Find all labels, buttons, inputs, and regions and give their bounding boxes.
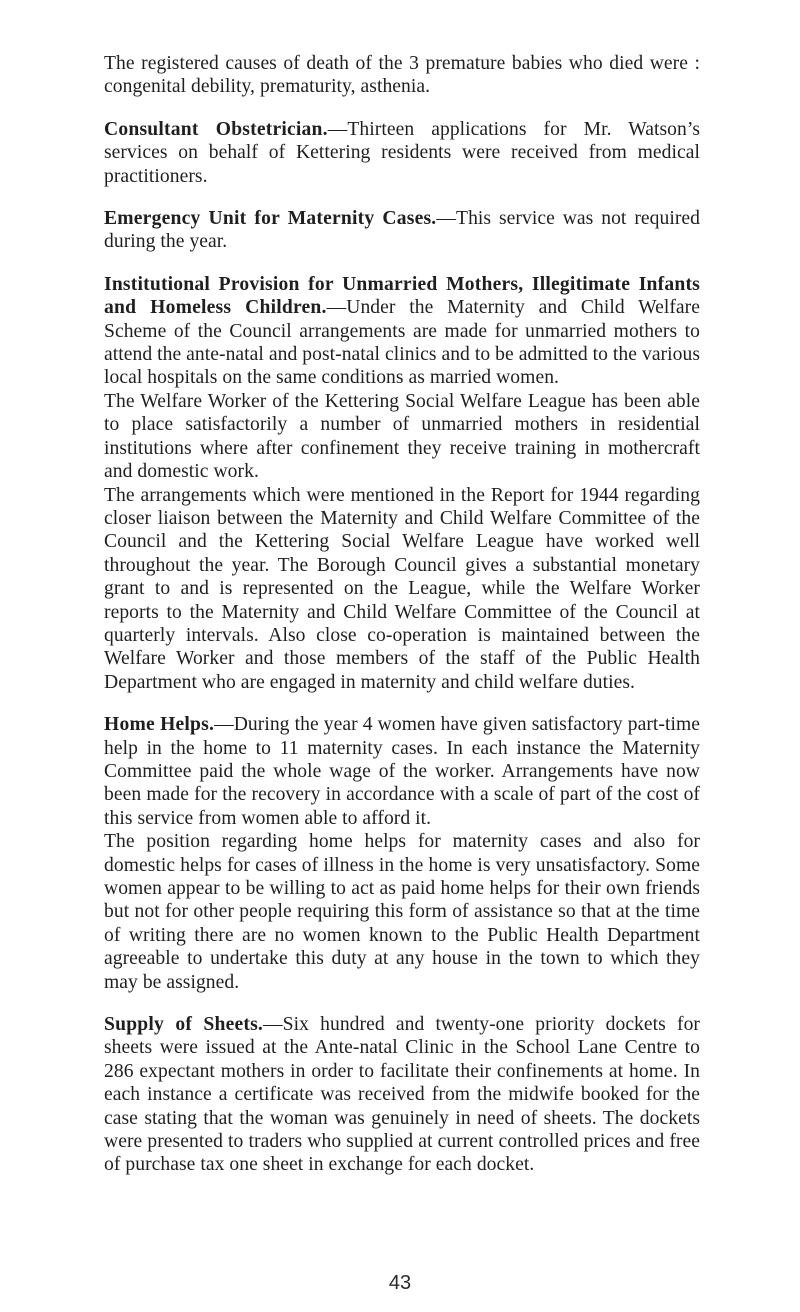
paragraph-welfare-worker: [104, 390, 700, 484]
section-heading: Supply of Sheets.: [104, 1014, 264, 1036]
section-heading: Institutional Provision for Unmarried Mothers, Illegitimate Infants and Homeless Children.: [104, 273, 700, 319]
page-number: 43: [388, 1272, 412, 1294]
paragraph-text: —Thirteen applications for Mr. Watson’s services on behalf of Kettering residents were received from medical practitioners.: [104, 118, 700, 187]
paragraph-text: The arrangements which were mentioned in the Report for 1944 regarding closer liaison between the Maternity and Child Welfare Committee of the Council and the Kettering Social Welfare League have worked well throughout the year. The Borough Council gives a substantial monetary grant to and is represented on the League, while the Welfare Worker reports to the Maternity and Child Welfare Committee of the Council at quarterly intervals. Also close co-operation is maintained between the Welfare Worker and those members of the staff of the Public Health Department who are engaged in maternity and child welfare duties.: [104, 484, 700, 693]
paragraph-text: —Six hundred and twenty-one priority dockets for sheets were issued at the Ante-natal Clinic in the School Lane Centre to 286 expectant mothers in order to facilitate their confinements at home. In each instance a certificate was received from the midwife booked for the case stating that the woman was genuinely in need of sheets. The dockets were presented to traders who supplied at current controlled prices and free of purchase tax one sheet in exchange for each docket.: [104, 1014, 700, 1176]
section-heading: Emergency Unit for Maternity Cases.: [104, 208, 437, 230]
section-supply-of-sheets: [104, 1013, 700, 1177]
document-page: [104, 52, 700, 1177]
paragraph-text: The Welfare Worker of the Kettering Social Welfare League has been able to place satisfactorily a number of unmarried mothers in residential institutions where after confinement they receive training in mothercraft and domestic work.: [104, 390, 700, 483]
paragraph-arrangements: [104, 484, 700, 695]
section-consultant-obstetrician: [104, 118, 700, 188]
section-heading: Consultant Obstetrician.: [104, 118, 328, 140]
paragraph-text: The position regarding home helps for maternity cases and also for domestic helps for cases of illness in the home is very unsatisfactory. Some women appear to be willing to act as paid home helps for their own friends but not for other people requiring this form of assistance so that at the time of writing there are no women known to the Public Health Department agreeable to undertake this duty at any house in the town to which they may be assigned.: [104, 831, 700, 993]
paragraph-causes-of-death: [104, 52, 700, 99]
section-heading: Home Helps.: [104, 714, 215, 736]
paragraph-home-helps-position: [104, 830, 700, 994]
paragraph-text: —Under the Maternity and Child Welfare Scheme of the Council arrangements are made for unmarried mothers to attend the ante-natal and post-natal clinics and to be admitted to the various local hospitals on the same conditions as married women.: [104, 297, 700, 389]
section-home-helps: [104, 713, 700, 830]
paragraph-text: —This service was not required during the year.: [104, 208, 700, 253]
paragraph-text: The registered causes of death of the 3 premature babies who died were : congenital debility, prematurity, asthenia.: [104, 53, 700, 98]
section-institutional-provision: [104, 273, 700, 390]
paragraph-text: —During the year 4 women have given satisfactory part-time help in the home to 11 maternity cases. In each instance the Maternity Committee paid the whole wage of the worker. Arrangements have now been made for the recovery in accordance with a scale of part of the cost of this service from women able to afford it.: [104, 714, 700, 829]
section-emergency-unit: [104, 207, 700, 254]
